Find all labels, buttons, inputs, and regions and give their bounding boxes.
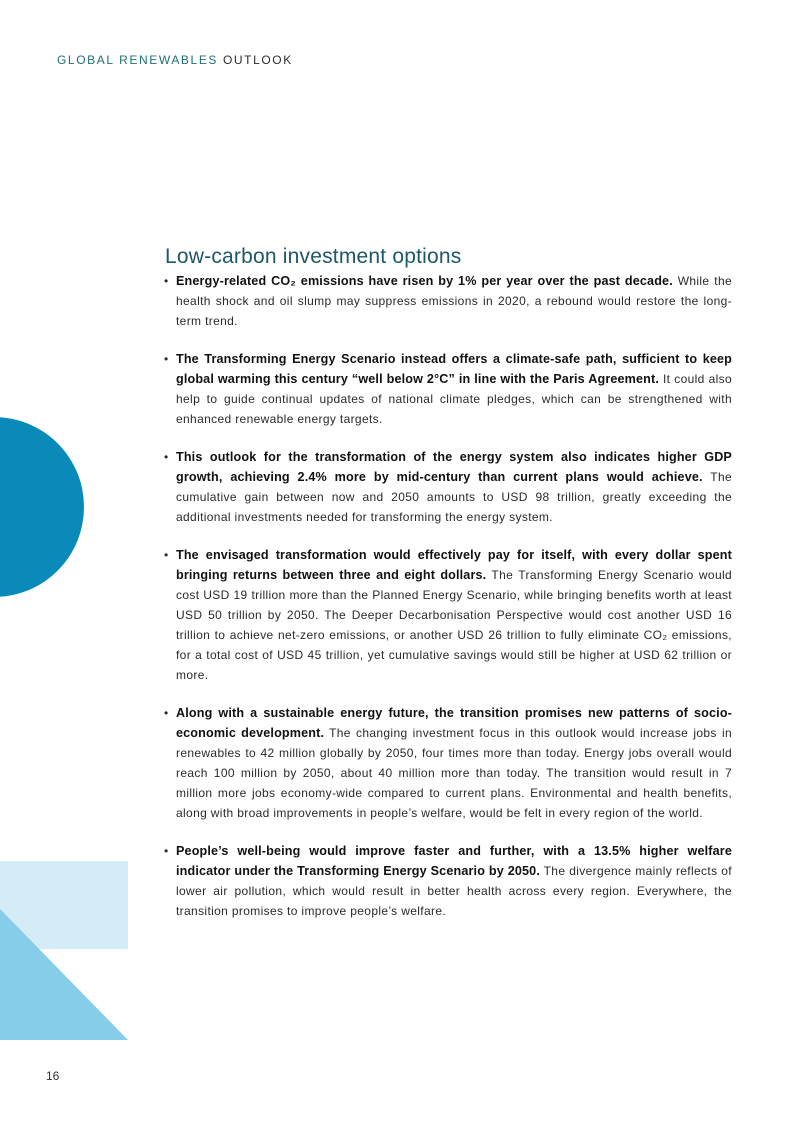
bullet-item — [163, 349, 732, 429]
bullet-dot: • — [164, 548, 169, 562]
bullet-lead: Energy-related CO₂ emissions have risen by 1% per year over the past decade. — [176, 274, 673, 288]
bullet-item — [163, 545, 732, 685]
bullet-body: While the health shock and oil slump may suppress emissions in 2020, a rebound would restore the long-term trend. — [176, 274, 732, 328]
bullet-dot: • — [164, 450, 169, 464]
bullet-dot: • — [164, 274, 169, 288]
bullet-body: The divergence mainly reflects of lower air pollution, which would result in better health across every region. Everywhere, the transition promises to improve people’s welfare. — [176, 864, 732, 918]
bullet-lead: People’s well-being would improve faster and further, with a 13.5% higher welfare indicator under the Transforming Energy Scenario by 2050. — [176, 844, 732, 878]
decorative-triangle — [0, 909, 128, 1040]
bullet-dot: • — [164, 844, 169, 858]
bullet-body: The Transforming Energy Scenario would cost USD 19 trillion more than the Planned Energy Scenario, while bringing benefits worth at least USD 50 trillion by 2050. The Deeper Decarbonisation Perspective would cost another USD 16 trillion to achieve net-zero emissions, or another USD 26 trillion to fully eliminate CO₂ emissions, for a total cost of USD 45 trillion, yet cumulative savings would still be higher at USD 62 trillion or more. — [176, 568, 733, 682]
bullet-lead: The envisaged transformation would effectively pay for itself, with every dollar spent bringing returns between three and eight dollars. — [176, 548, 732, 582]
bullet-item — [163, 447, 732, 527]
bullet-dot: • — [164, 352, 169, 366]
bullet-body: The cumulative gain between now and 2050 amounts to USD 98 trillion, greatly exceeding the additional investments needed for transforming the energy system. — [176, 470, 733, 524]
bullet-item — [163, 703, 732, 823]
bullet-lead: Along with a sustainable energy future, the transition promises new patterns of socio-economic development. — [176, 706, 732, 740]
header-title-part1: GLOBAL RENEWABLES — [57, 53, 219, 67]
page-number: 16 — [46, 1069, 60, 1083]
bullet-dot: • — [164, 706, 169, 720]
section-title: Low-carbon investment options — [165, 245, 462, 269]
header-title-part2: OUTLOOK — [222, 53, 293, 67]
decorative-circle — [0, 417, 84, 597]
bullet-body: It could also help to guide continual updates of national climate pledges, which can be strengthened with enhanced renewable energy targets. — [176, 372, 732, 426]
bullet-body: The changing investment focus in this outlook would increase jobs in renewables to 42 million globally by 2050, four times more than today. Energy jobs overall would reach 100 million by 2050, about 40 million more than today. The transition would result in 7 million more jobs economy-wide compared to current plans. Environmental and health benefits, along with broad improvements in people’s welfare, would be felt in every region of the world. — [176, 726, 732, 820]
bullet-item — [163, 841, 732, 921]
bullet-lead: This outlook for the transformation of the energy system also indicates higher GDP growth, achieving 2.4% more by mid-century than current plans would achieve. — [176, 450, 732, 484]
bullet-item — [163, 271, 732, 331]
bullet-lead: The Transforming Energy Scenario instead offers a climate-safe path, sufficient to keep global warming this century “well below 2°C” in line with the Paris Agreement. — [176, 352, 732, 386]
running-header — [57, 53, 293, 67]
bullet-list — [163, 271, 732, 939]
